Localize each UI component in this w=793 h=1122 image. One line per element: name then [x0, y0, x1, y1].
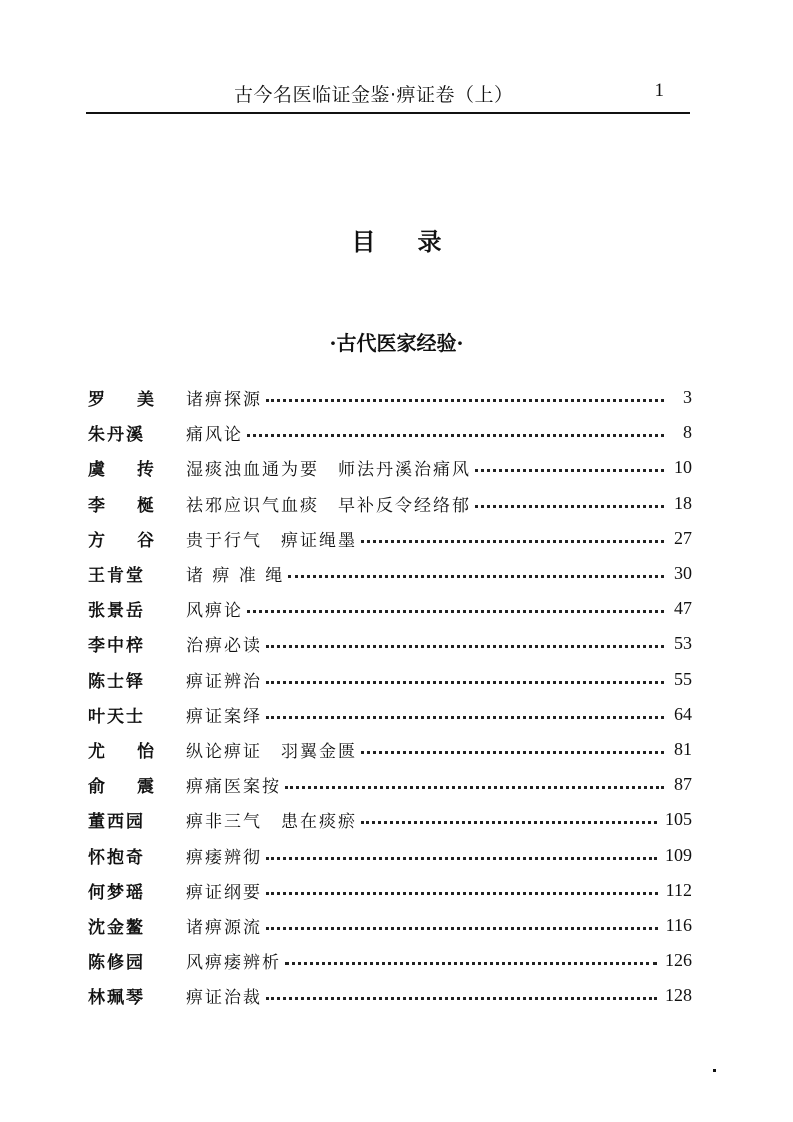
toc-entry-author: 沈金鳌 [88, 917, 145, 938]
toc-entry-page: 64 [674, 703, 692, 724]
toc-entry-author: 林珮琴 [88, 988, 145, 1009]
dot-leader [285, 948, 657, 965]
toc-entry-author: 董西园 [88, 812, 145, 833]
toc-entry-author: 朱丹溪 [88, 425, 145, 446]
toc-entry-page: 116 [665, 914, 692, 935]
section-heading: ·古代医家经验· [329, 331, 464, 355]
toc-entry-author: 俞 震 [88, 777, 156, 798]
toc-entry-page: 109 [665, 844, 692, 865]
toc-entry-page: 47 [674, 598, 692, 619]
toc-entry-author: 何梦瑶 [88, 882, 145, 903]
toc-entry-title: 诸痹源流 [186, 917, 262, 938]
toc-entry-page: 126 [665, 950, 692, 971]
toc-entry-title: 痹证辨治 [186, 671, 262, 692]
toc-entry-title: 治痹必读 [186, 636, 262, 657]
dot-leader [475, 455, 664, 472]
toc-entry-page: 18 [674, 492, 692, 513]
toc-entry-author: 尤 怡 [88, 741, 156, 762]
dot-leader [475, 491, 664, 508]
toc-entry[interactable] [88, 802, 692, 837]
dot-leader [266, 385, 664, 402]
toc-entry-page: 55 [674, 668, 692, 689]
toc-entry[interactable] [88, 415, 692, 450]
dot-leader [247, 596, 664, 613]
toc-entry-title: 痹痿辨彻 [186, 847, 262, 868]
toc-entry-title: 风痹痿辨析 [186, 953, 281, 974]
toc-entry[interactable] [88, 978, 692, 1013]
toc-entry-title: 贵于行气 痹证绳墨 [186, 530, 357, 551]
toc-entry-author: 叶天士 [88, 706, 145, 727]
dot-leader [266, 631, 664, 648]
dot-leader [285, 772, 664, 789]
toc-entry-title: 痹证治裁 [186, 988, 262, 1009]
page-number: 1 [654, 80, 664, 101]
toc-entry-author: 王肯堂 [88, 566, 145, 587]
toc-entry-page: 3 [683, 387, 692, 408]
toc-entry[interactable] [88, 873, 692, 908]
toc-entry[interactable] [88, 732, 692, 767]
toc-entry-title: 诸痹探源 [186, 390, 262, 411]
toc-entry[interactable] [88, 556, 692, 591]
toc-entry[interactable] [88, 908, 692, 943]
toc-entry[interactable] [88, 943, 692, 978]
toc-entry-title: 痛风论 [186, 425, 243, 446]
toc-entry-page: 128 [665, 985, 692, 1006]
toc-entry-author: 方 谷 [88, 530, 156, 551]
toc-entry-author: 张景岳 [88, 601, 145, 622]
toc-entry-title: 痹痛医案按 [186, 777, 281, 798]
toc-entry-page: 87 [674, 774, 692, 795]
scan-speck [713, 1069, 716, 1072]
toc-entry-author: 虞 抟 [88, 460, 156, 481]
toc-entry-author: 陈士铎 [88, 671, 145, 692]
dot-leader [361, 526, 664, 543]
toc-entry-author: 罗 美 [88, 390, 156, 411]
toc-entry-title: 湿痰浊血通为要 师法丹溪治痛风 [186, 460, 471, 481]
toc-entry-page: 10 [674, 457, 692, 478]
dot-leader [361, 807, 657, 824]
toc-entry-page: 53 [674, 633, 692, 654]
toc-entry-title: 痹非三气 患在痰瘀 [186, 812, 357, 833]
dot-leader [266, 843, 657, 860]
dot-leader [361, 737, 664, 754]
toc-entry[interactable] [88, 591, 692, 626]
toc-entry[interactable] [88, 767, 692, 802]
toc-entry-page: 30 [674, 563, 692, 584]
dot-leader [247, 420, 664, 437]
toc-entry-author: 李中梓 [88, 636, 145, 657]
toc-entry[interactable] [88, 450, 692, 485]
running-title: 古今名医临证金鉴·痹证卷（上） [234, 84, 514, 106]
dot-leader [266, 878, 658, 895]
dot-leader [266, 702, 664, 719]
toc-entry[interactable] [88, 837, 692, 872]
toc-entry[interactable] [88, 697, 692, 732]
toc-entry-author: 李 梴 [88, 495, 156, 516]
dot-leader [266, 667, 664, 684]
toc-entry-page: 81 [674, 738, 692, 759]
toc-entry[interactable] [88, 380, 692, 415]
running-header [86, 78, 690, 114]
toc-entry-author: 陈修园 [88, 953, 145, 974]
toc-entry-page: 112 [665, 879, 692, 900]
toc-entry-title: 痹证案绎 [186, 706, 262, 727]
toc-entry-title: 风痹论 [186, 601, 243, 622]
toc-entry-page: 8 [683, 422, 692, 443]
dot-leader [288, 561, 664, 578]
toc-entry-title: 痹证纲要 [186, 882, 262, 903]
dot-leader [266, 983, 657, 1000]
toc-entry[interactable] [88, 521, 692, 556]
toc-entry-page: 105 [665, 809, 692, 830]
toc-entry-page: 27 [674, 527, 692, 548]
toc-entry[interactable] [88, 626, 692, 661]
toc-title: 目录 [351, 228, 484, 256]
toc-entry-author: 怀抱奇 [88, 847, 145, 868]
dot-leader [266, 913, 658, 930]
toc-list [88, 380, 692, 1013]
toc-entry-title: 祛邪应识气血痰 早补反令经络郁 [186, 495, 471, 516]
toc-entry-title: 诸 痹 准 绳 [186, 566, 285, 587]
toc-entry-title: 纵论痹证 羽翼金匮 [186, 741, 357, 762]
toc-entry[interactable] [88, 486, 692, 521]
toc-entry[interactable] [88, 662, 692, 697]
